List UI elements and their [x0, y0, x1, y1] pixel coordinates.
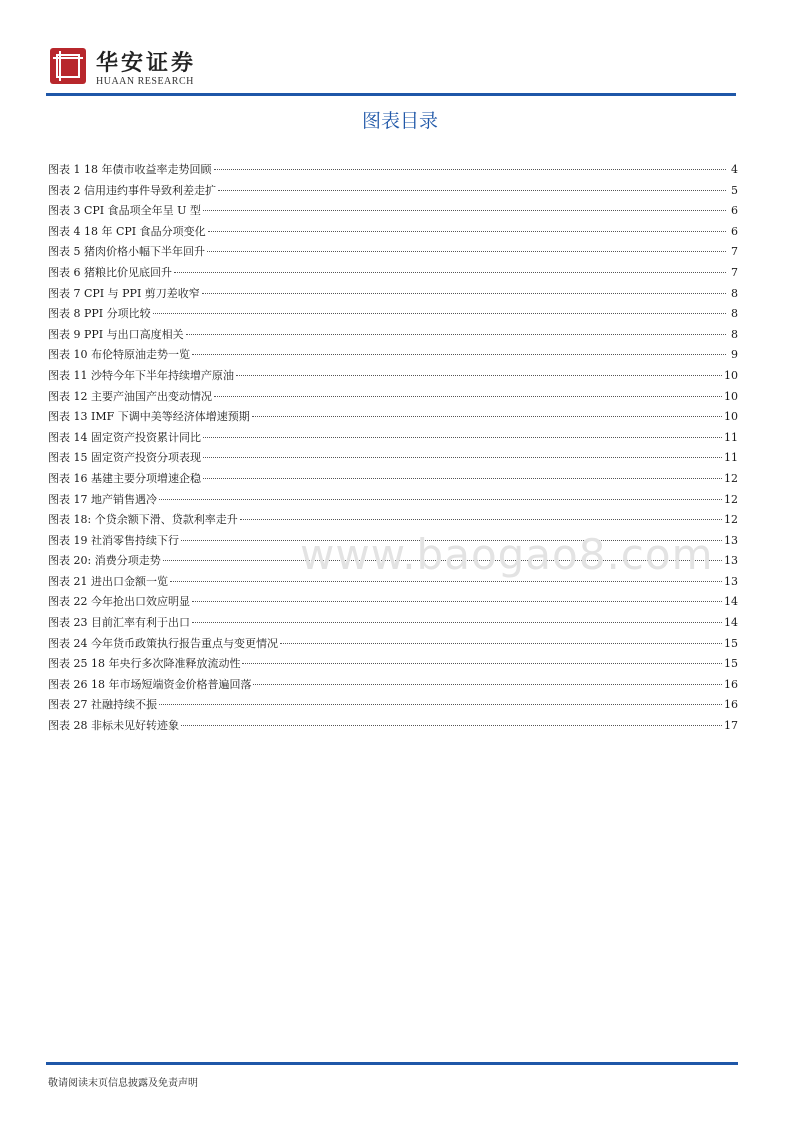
- toc-entry-page: 7: [731, 245, 738, 259]
- toc-entry-page: 8: [731, 307, 738, 321]
- toc-entry-page: 10: [724, 410, 738, 424]
- toc-dot-leader: [242, 663, 722, 664]
- toc-entry-page: 12: [724, 471, 738, 485]
- toc-entry-page: 15: [724, 636, 738, 650]
- toc-entry-page: 11: [724, 451, 738, 465]
- toc-entry-page: 13: [724, 554, 738, 568]
- toc-entry-page: 10: [724, 389, 738, 403]
- toc-entry[interactable]: [48, 345, 738, 366]
- toc-entry-label: 图表 11 沙特今年下半年持续增产原油: [48, 368, 234, 382]
- toc-entry[interactable]: [48, 304, 738, 325]
- toc-dot-leader: [218, 190, 726, 191]
- toc-entry-label: 图表 5 猪肉价格小幅下半年回升: [48, 245, 205, 259]
- toc-dot-leader: [202, 293, 726, 294]
- toc-entry-label: 图表 17 地产销售遇冷: [48, 492, 157, 506]
- toc-entry-page: 16: [724, 698, 738, 712]
- toc-entry-page: 7: [731, 265, 738, 279]
- toc-dot-leader: [203, 457, 722, 458]
- toc-entry-page: 6: [731, 224, 738, 238]
- toc-entry[interactable]: [48, 160, 738, 181]
- toc-entry-page: 11: [724, 430, 738, 444]
- toc-entry-label: 图表 12 主要产油国产出变动情况: [48, 389, 212, 403]
- toc-entry[interactable]: [48, 407, 738, 428]
- disclaimer-footer: 敬请阅读末页信息披露及免责声明: [48, 1078, 198, 1089]
- toc-entry-page: 14: [724, 595, 738, 609]
- huaan-seal-logo: [50, 48, 86, 84]
- toc-entry-page: 13: [724, 574, 738, 588]
- toc-dot-leader: [203, 210, 726, 211]
- toc-entry-label: 图表 6 猪粮比价见底回升: [48, 265, 172, 279]
- toc-entry[interactable]: [48, 695, 738, 716]
- toc-dot-leader: [214, 396, 722, 397]
- toc-entry-page: 8: [731, 286, 738, 300]
- toc-entry[interactable]: [48, 263, 738, 284]
- toc-dot-leader: [252, 416, 722, 417]
- toc-dot-leader: [159, 704, 722, 705]
- toc-entry-page: 4: [731, 163, 738, 176]
- toc-entry-page: 15: [724, 657, 738, 671]
- toc-dot-leader: [214, 169, 727, 170]
- toc-entry-page: 14: [724, 616, 738, 630]
- toc-entry[interactable]: [48, 613, 738, 634]
- toc-entry[interactable]: [48, 242, 738, 263]
- toc-dot-leader: [236, 375, 722, 376]
- toc-entry-page: 5: [731, 183, 738, 197]
- toc-dot-leader: [174, 272, 726, 273]
- toc-entry-label: 图表 9 PPI 与出口高度相关: [48, 327, 184, 341]
- toc-entry-label: 图表 1 18 年债市收益率走势回顾: [48, 163, 212, 176]
- toc-entry-page: 16: [724, 677, 738, 691]
- toc-dot-leader: [203, 437, 722, 438]
- toc-entry-label: 图表 2 信用违约事件导致利差走扩: [48, 183, 216, 197]
- toc-entry[interactable]: [48, 716, 738, 737]
- toc-entry-label: 图表 18: 个贷余额下滑、贷款利率走升: [48, 513, 238, 527]
- toc-entry-label: 图表 24 今年货币政策执行报告重点与变更情况: [48, 636, 278, 650]
- toc-entry[interactable]: [48, 387, 738, 408]
- toc-entry-page: 17: [724, 719, 738, 733]
- toc-entry-label: 图表 23 目前汇率有利于出口: [48, 616, 190, 630]
- toc-entry-page: 13: [724, 533, 738, 547]
- logo-english-name: HUAAN RESEARCH: [96, 76, 194, 87]
- toc-entry[interactable]: [48, 634, 738, 655]
- toc-entry[interactable]: [48, 675, 738, 696]
- toc-entry-label: 图表 20: 消费分项走势: [48, 554, 161, 568]
- toc-entry[interactable]: [48, 490, 738, 511]
- toc-dot-leader: [159, 499, 722, 500]
- toc-entry[interactable]: [48, 181, 738, 202]
- toc-entry-page: 12: [724, 492, 738, 506]
- watermark: www.baogao8.com: [300, 530, 714, 579]
- toc-entry[interactable]: [48, 366, 738, 387]
- toc-dot-leader: [170, 581, 722, 582]
- toc-entry[interactable]: [48, 325, 738, 346]
- toc-entry-page: 8: [731, 327, 738, 341]
- toc-entry[interactable]: [48, 592, 738, 613]
- toc-entry[interactable]: [48, 654, 738, 675]
- toc-entry[interactable]: [48, 469, 738, 490]
- toc-entry[interactable]: [48, 428, 738, 449]
- toc-dot-leader: [253, 684, 722, 685]
- toc-entry-label: 图表 26 18 年市场短端资金价格普遍回落: [48, 677, 252, 691]
- toc-dot-leader: [192, 354, 726, 355]
- toc-entry[interactable]: [48, 284, 738, 305]
- toc-entry-label: 图表 8 PPI 分项比较: [48, 307, 151, 321]
- page-title: 图表目录: [361, 110, 438, 132]
- toc-dot-leader: [207, 251, 726, 252]
- toc-entry[interactable]: [48, 448, 738, 469]
- toc-dot-leader: [280, 643, 722, 644]
- toc-entry-label: 图表 16 基建主要分项增速企稳: [48, 471, 201, 485]
- logo-chinese-name: 华安证券: [96, 50, 197, 76]
- toc-entry-label: 图表 14 固定资产投资累计同比: [48, 430, 201, 444]
- toc-dot-leader: [153, 313, 726, 314]
- toc-entry-label: 图表 19 社消零售持续下行: [48, 533, 179, 547]
- toc-entry-page: 10: [724, 368, 738, 382]
- toc-entry-page: 6: [731, 204, 738, 218]
- toc-entry[interactable]: [48, 201, 738, 222]
- footer-divider: [46, 1062, 738, 1065]
- toc-dot-leader: [181, 725, 722, 726]
- toc-dot-leader: [203, 478, 722, 479]
- toc-entry-label: 图表 15 固定资产投资分项表现: [48, 451, 201, 465]
- toc-entry-label: 图表 25 18 年央行多次降准释放流动性: [48, 657, 241, 671]
- toc-entry-label: 图表 7 CPI 与 PPI 剪刀差收窄: [48, 286, 200, 300]
- toc-dot-leader: [192, 601, 722, 602]
- toc-entry-page: 12: [724, 513, 738, 527]
- toc-entry[interactable]: [48, 510, 738, 531]
- toc-entry-label: 图表 13 IMF 下调中美等经济体增速预期: [48, 410, 250, 424]
- toc-entry-label: 图表 28 非标未见好转迹象: [48, 719, 179, 733]
- toc-dot-leader: [186, 334, 726, 335]
- report-header: [46, 44, 746, 96]
- toc-entry-label: 图表 21 进出口金额一览: [48, 574, 168, 588]
- toc-entry-label: 图表 3 CPI 食品项全年呈 U 型: [48, 204, 201, 218]
- toc-entry-label: 图表 4 18 年 CPI 食品分项变化: [48, 224, 206, 238]
- toc-entry-label: 图表 10 布伦特原油走势一览: [48, 348, 190, 362]
- toc-entry-label: 图表 22 今年抢出口效应明显: [48, 595, 190, 609]
- toc-dot-leader: [192, 622, 722, 623]
- toc-entry[interactable]: [48, 222, 738, 243]
- toc-entry-page: 9: [731, 348, 738, 362]
- toc-list: [48, 160, 738, 737]
- toc-entry-label: 图表 27 社融持续不振: [48, 698, 157, 712]
- toc-dot-leader: [208, 231, 726, 232]
- header-divider: [46, 93, 736, 96]
- toc-dot-leader: [240, 519, 722, 520]
